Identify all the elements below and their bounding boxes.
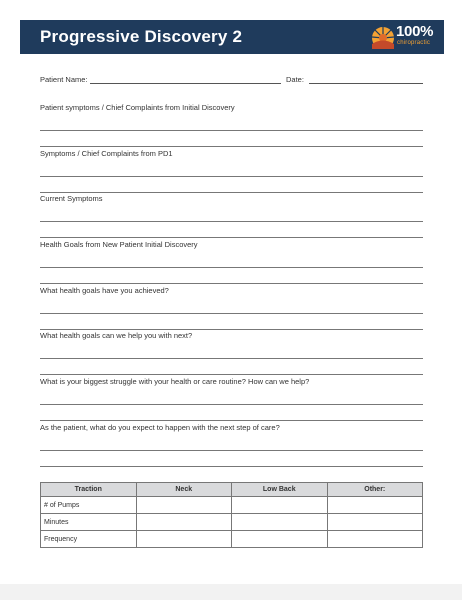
patient-name-field[interactable] xyxy=(90,83,281,84)
question-section xyxy=(40,149,423,159)
column-header: Neck xyxy=(136,483,232,497)
question-section xyxy=(40,377,423,387)
logo-brand-text: 100% xyxy=(396,23,434,40)
table-cell[interactable] xyxy=(136,514,232,531)
answer-line[interactable] xyxy=(40,267,423,268)
answer-line[interactable] xyxy=(40,176,423,177)
question-label: Health Goals from New Patient Initial Discovery xyxy=(40,240,198,249)
brand-logo xyxy=(370,24,440,50)
table-header-row xyxy=(41,483,423,497)
row-label: Minutes xyxy=(41,514,137,531)
answer-line[interactable] xyxy=(40,283,423,284)
table-cell[interactable] xyxy=(232,497,328,514)
table-cell[interactable] xyxy=(232,531,328,548)
table-cell[interactable] xyxy=(327,531,423,548)
answer-line[interactable] xyxy=(40,420,423,421)
table-cell[interactable] xyxy=(232,514,328,531)
table-row xyxy=(41,497,423,514)
column-header: Other: xyxy=(327,483,423,497)
question-label: Current Symptoms xyxy=(40,194,103,203)
question-section xyxy=(40,240,423,250)
question-label: As the patient, what do you expect to happen with the next step of care? xyxy=(40,423,280,432)
table-cell[interactable] xyxy=(136,531,232,548)
question-section xyxy=(40,103,423,113)
table-row xyxy=(41,531,423,548)
column-header: Traction xyxy=(41,483,137,497)
answer-line[interactable] xyxy=(40,404,423,405)
question-label: What is your biggest struggle with your health or care routine? How can we help? xyxy=(40,377,310,386)
question-label: What health goals can we help you with next? xyxy=(40,331,193,340)
table-cell[interactable] xyxy=(327,497,423,514)
question-section xyxy=(40,286,423,296)
answer-line[interactable] xyxy=(40,192,423,193)
answer-line[interactable] xyxy=(40,450,423,451)
column-header: Low Back xyxy=(232,483,328,497)
answer-line[interactable] xyxy=(40,221,423,222)
question-label: Patient symptoms / Chief Complaints from Initial Discovery xyxy=(40,103,235,112)
table-cell[interactable] xyxy=(327,514,423,531)
sunburst-logo-icon xyxy=(370,24,396,50)
answer-line[interactable] xyxy=(40,358,423,359)
answer-line[interactable] xyxy=(40,146,423,147)
patient-info-row xyxy=(40,75,423,87)
answer-line[interactable] xyxy=(40,130,423,131)
answer-line[interactable] xyxy=(40,329,423,330)
question-label: What health goals have you achieved? xyxy=(40,286,169,295)
question-section xyxy=(40,423,423,433)
answer-line[interactable] xyxy=(40,313,423,314)
patient-name-label: Patient Name: xyxy=(40,75,88,84)
table-row xyxy=(41,514,423,531)
answer-line[interactable] xyxy=(40,466,423,467)
table-cell[interactable] xyxy=(136,497,232,514)
header-banner xyxy=(20,20,444,54)
row-label: Frequency xyxy=(41,531,137,548)
question-section xyxy=(40,331,423,341)
answer-line[interactable] xyxy=(40,374,423,375)
row-label: # of Pumps xyxy=(41,497,137,514)
page-title: Progressive Discovery 2 xyxy=(40,27,243,46)
answer-line[interactable] xyxy=(40,237,423,238)
logo-subtitle: chiropractic xyxy=(397,40,431,46)
traction-table xyxy=(40,482,423,548)
question-section xyxy=(40,194,423,204)
date-field[interactable] xyxy=(309,83,423,84)
question-label: Symptoms / Chief Complaints from PD1 xyxy=(40,149,173,158)
date-label: Date: xyxy=(286,75,304,84)
